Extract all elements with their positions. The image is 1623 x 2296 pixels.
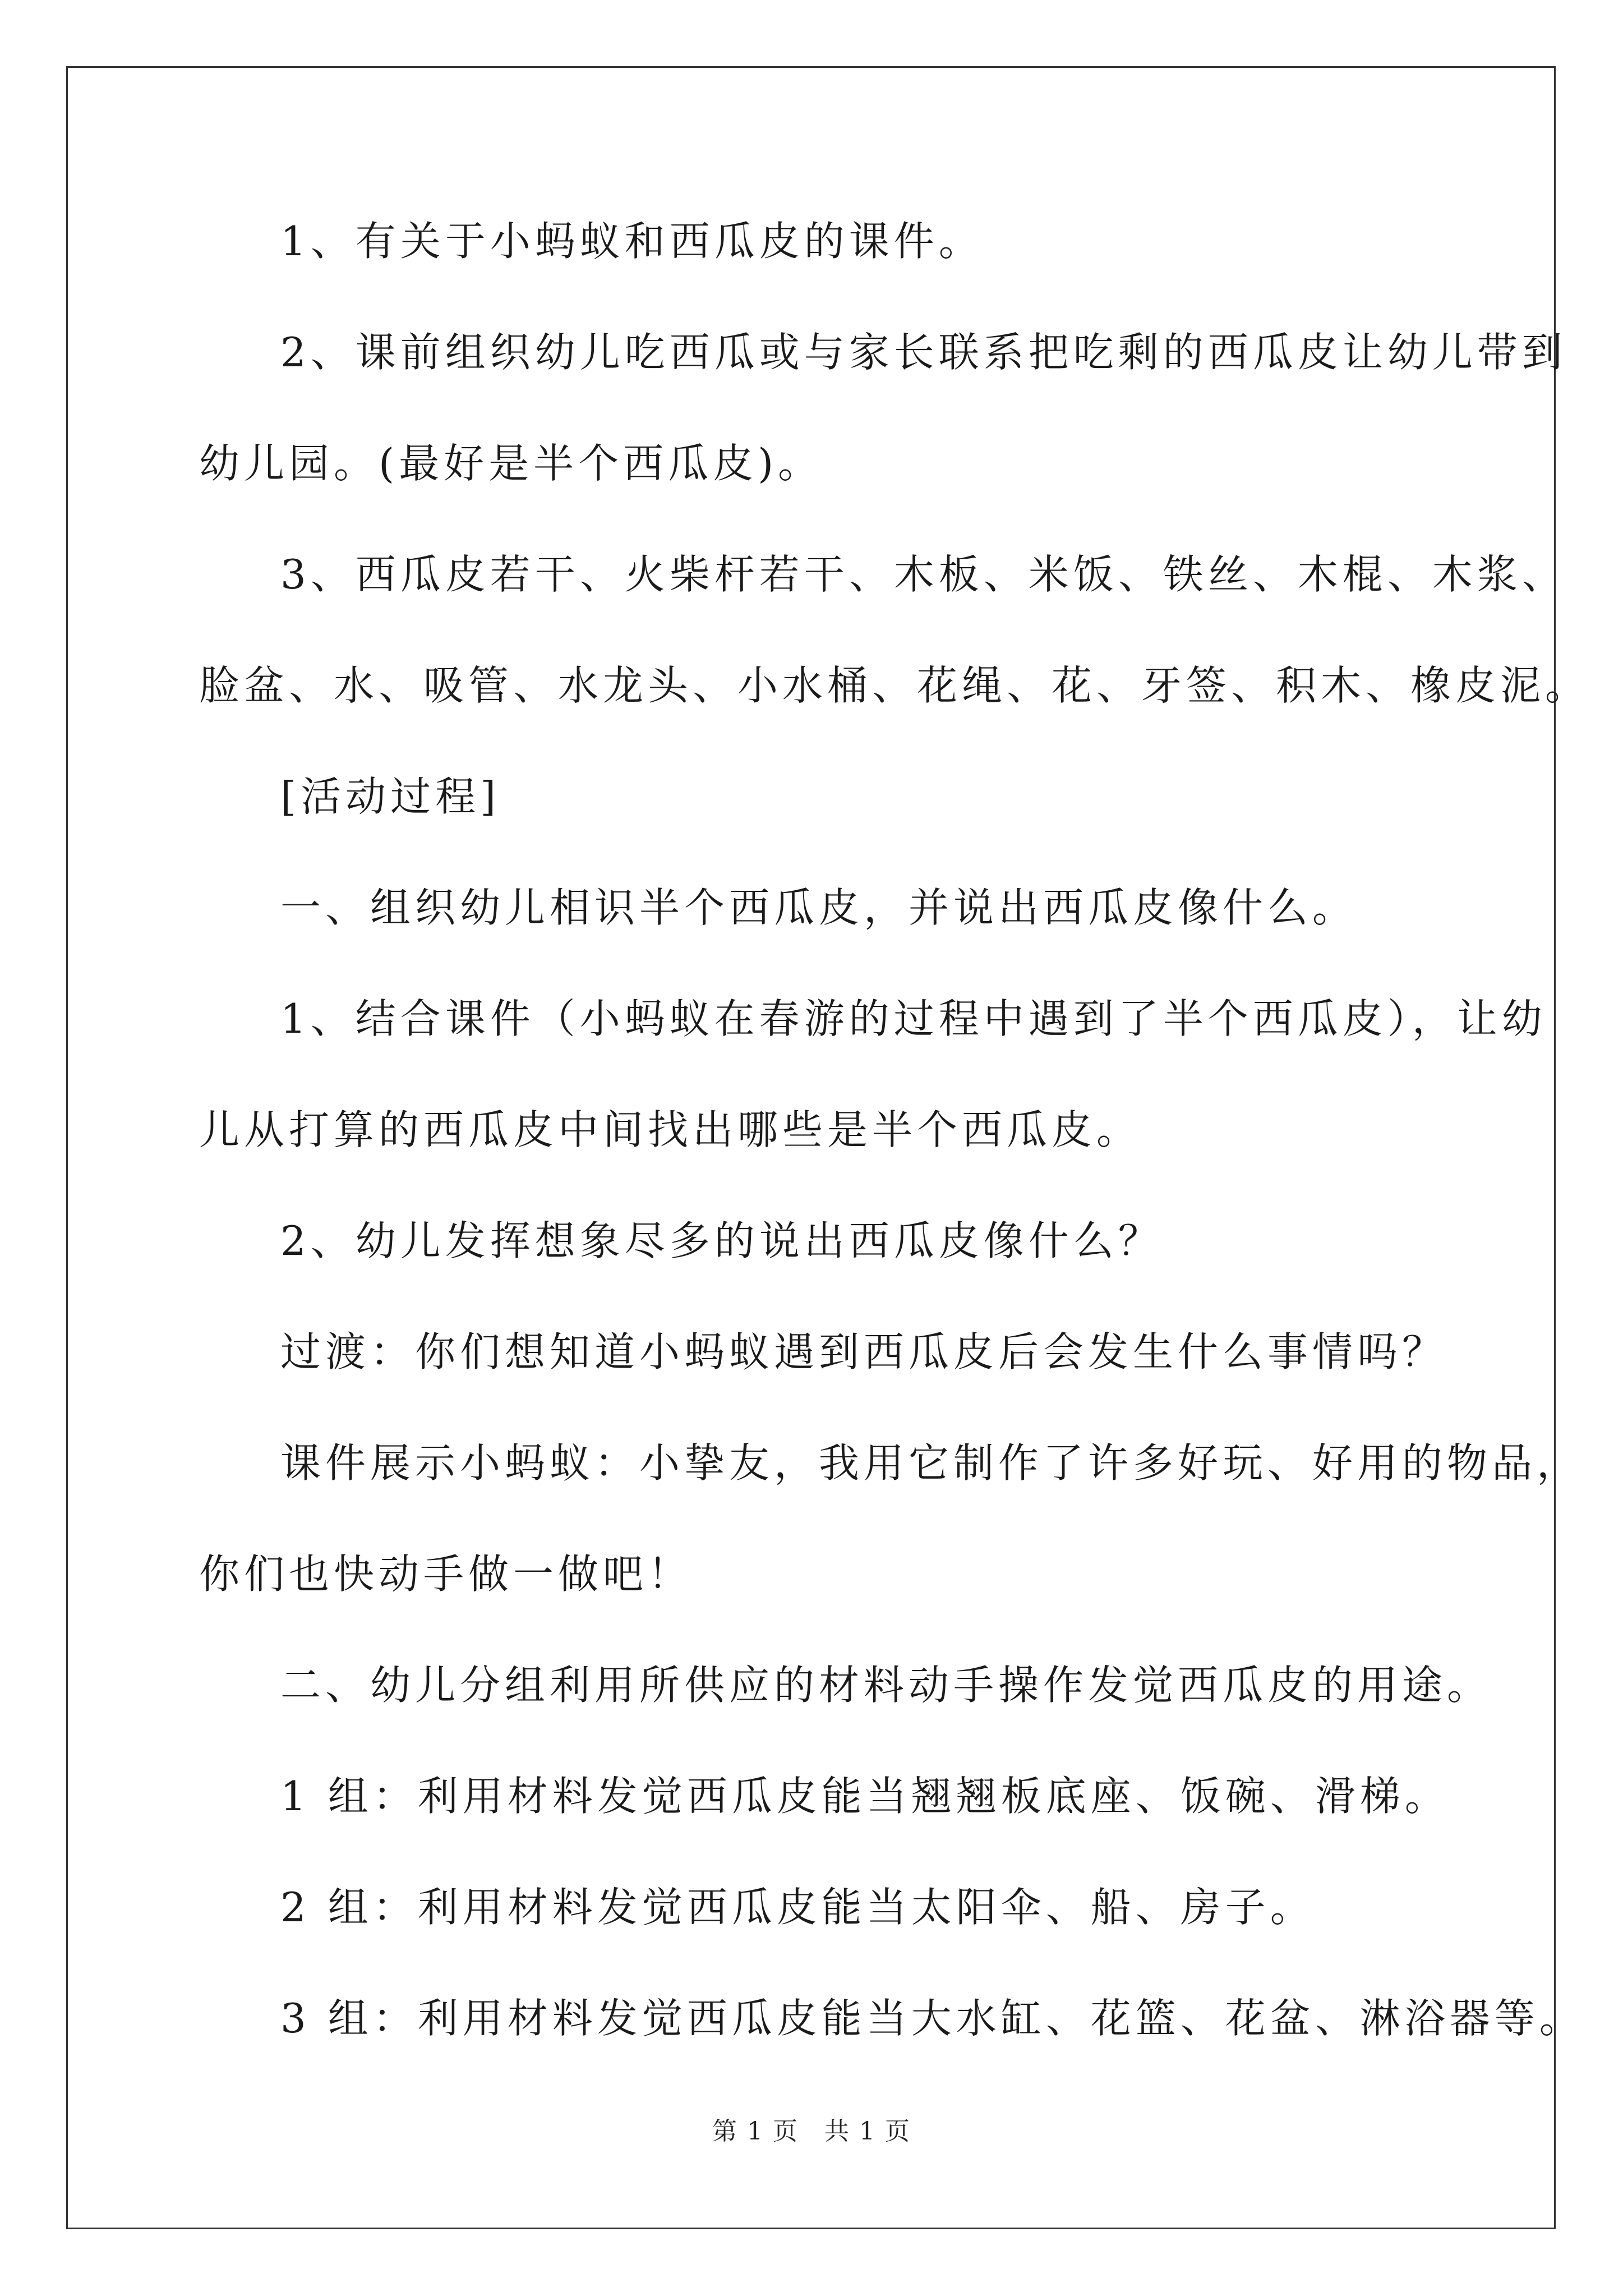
paragraph-line: 1 组：利用材料发觉西瓜皮能当翘翘板底座、饭碗、滑梯。 (280, 1773, 1450, 1820)
paragraph-line: 课件展示小蚂蚁：小挚友，我用它制作了许多好玩、好用的物品， (280, 1439, 1582, 1487)
paragraph-line: 3 组：利用材料发觉西瓜皮能当大水缸、花篮、花盆、淋浴器等。 (280, 1995, 1584, 2042)
paragraph-line: 过渡：你们想知道小蚂蚁遇到西瓜皮后会发生什么事情吗？ (280, 1328, 1447, 1375)
paragraph-line: 你们也快动手做一做吧！ (199, 1550, 693, 1598)
paragraph-line: 1、结合课件（小蚂蚁在春游的过程中遇到了半个西瓜皮），让幼 (280, 995, 1547, 1042)
paragraph-line: 幼儿园。(最好是半个西瓜皮)。 (199, 440, 823, 487)
paragraph-line: 一、组织幼儿相识半个西瓜皮，并说出西瓜皮像什么。 (280, 884, 1358, 931)
paragraph-line: 2 组：利用材料发觉西瓜皮能当太阳伞、船、房子。 (280, 1884, 1315, 1931)
paragraph-line: 1、有关于小蚂蚁和西瓜皮的课件。 (280, 218, 984, 265)
paragraph-line: 儿从打算的西瓜皮中间找出哪些是半个西瓜皮。 (199, 1106, 1142, 1153)
paragraph-line: 二、幼儿分组利用所供应的材料动手操作发觉西瓜皮的用途。 (280, 1662, 1492, 1709)
paragraph-line: 2、课前组织幼儿吃西瓜或与家长联系把吃剩的西瓜皮让幼儿带到 (280, 329, 1567, 376)
paragraph-line: 3、西瓜皮若干、火柴杆若干、木板、米饭、铁丝、木棍、木浆、 (280, 551, 1567, 598)
section-heading: [活动过程] (280, 773, 501, 820)
paragraph-line: 脸盆、水、吸管、水龙头、小水桶、花绳、花、牙签、积木、橡皮泥。 (199, 662, 1590, 709)
page-number-footer: 第 1 页 共 1 页 (712, 2117, 911, 2146)
paragraph-line: 2、幼儿发挥想象尽多的说出西瓜皮像什么？ (280, 1217, 1163, 1264)
